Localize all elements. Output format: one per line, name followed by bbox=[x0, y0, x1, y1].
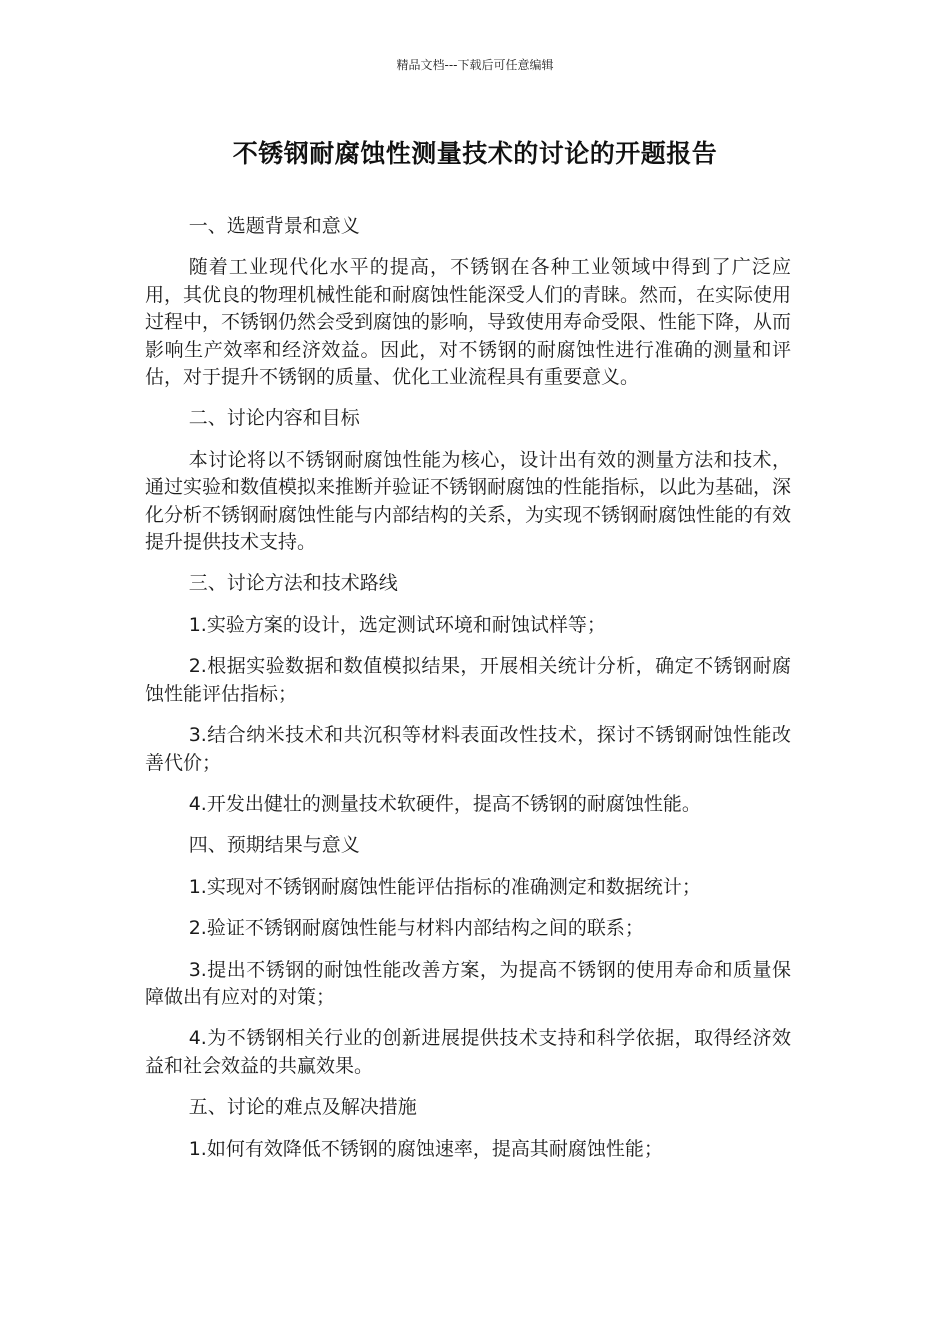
list-item: 3.提出不锈钢的耐蚀性能改善方案，为提高不锈钢的使用寿命和质量保障做出有应对的对策； bbox=[145, 958, 791, 1008]
section-heading: 一、选题背景和意义 bbox=[188, 215, 360, 237]
section-heading: 五、讨论的难点及解决措施 bbox=[188, 1096, 417, 1119]
document-title: 不锈钢耐腐蚀性测量技术的讨论的开题报告 bbox=[232, 139, 718, 168]
list-item: 1.如何有效降低不锈钢的腐蚀速率，提高其耐腐蚀性能； bbox=[188, 1137, 663, 1160]
body-paragraph: 本讨论将以不锈钢耐腐蚀性能为核心，设计出有效的测量方法和技术，通过实验和数值模拟来推断并验证不锈钢耐腐蚀的性能指标，以此为基础，深化分析不锈钢耐腐蚀性能与内部结构的关系，为实现不锈钢耐腐蚀性能的有效提升提供技术支持。 bbox=[145, 448, 792, 554]
document-body bbox=[145, 213, 791, 1177]
list-item: 4.开发出健壮的测量技术软硬件，提高不锈钢的耐腐蚀性能。 bbox=[188, 792, 701, 815]
header-note: 精品文档---下载后可任意编辑 bbox=[396, 58, 554, 72]
list-item: 3.结合纳米技术和共沉积等材料表面改性技术，探讨不锈钢耐蚀性能改善代价； bbox=[145, 724, 791, 774]
body-paragraph: 随着工业现代化水平的提高，不锈钢在各种工业领域中得到了广泛应用，其优良的物理机械性能和耐腐蚀性能深受人们的青睐。然而，在实际使用过程中，不锈钢仍然会受到腐蚀的影响，导致使用寿命受限、性能下降，从而影响生产效率和经济效益。因此，对不锈钢的耐腐蚀性进行准确的测量和评估，对于提升不锈钢的质量、优化工业流程具有重要意义。 bbox=[145, 256, 792, 389]
list-item: 2.根据实验数据和数值模拟结果，开展相关统计分析，确定不锈钢耐腐蚀性能评估指标； bbox=[145, 655, 791, 705]
section-heading: 二、讨论内容和目标 bbox=[188, 407, 360, 430]
list-item: 1.实现对不锈钢耐腐蚀性能评估指标的准确测定和数据统计； bbox=[188, 875, 701, 898]
section-heading: 四、预期结果与意义 bbox=[188, 834, 360, 857]
list-item: 4.为不锈钢相关行业的创新进展提供技术支持和科学依据，取得经济效益和社会效益的共赢效果。 bbox=[145, 1027, 791, 1077]
list-item: 2.验证不锈钢耐腐蚀性能与材料内部结构之间的联系； bbox=[188, 917, 644, 940]
list-item: 1.实验方案的设计，选定测试环境和耐蚀试样等； bbox=[188, 613, 606, 636]
section-heading: 三、讨论方法和技术路线 bbox=[188, 572, 398, 595]
